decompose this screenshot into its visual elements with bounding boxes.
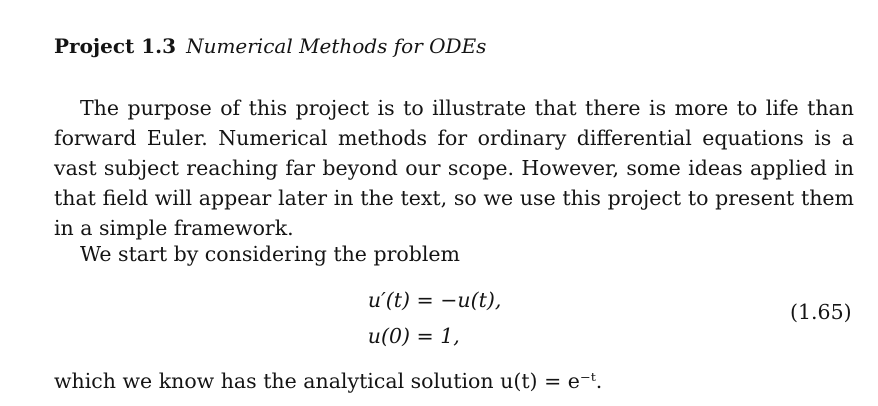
equation-1-rhs: = −u(t),	[416, 288, 502, 312]
equation-2-rhs: = 1,	[416, 324, 460, 348]
project-title: Numerical Methods for ODEs	[186, 34, 487, 58]
equation-line-1	[330, 282, 501, 318]
problem-intro-paragraph: We start by considering the problem	[80, 242, 460, 266]
equation-line-2	[330, 318, 501, 354]
project-label: Project 1.3	[54, 34, 177, 58]
equation-number: (1.65)	[790, 300, 852, 324]
equation-2-lhs: u(0)	[367, 324, 410, 348]
project-heading	[54, 34, 486, 58]
equation-block	[330, 282, 501, 354]
equation-1-lhs: u′(t)	[367, 288, 410, 312]
solution-paragraph: which we know has the analytical solution u(t) = e⁻ᵗ.	[54, 369, 603, 393]
intro-paragraph: The purpose of this project is to illustrate that there is more to life than forward Euler. Numerical methods for ordinary differential equations is a vast subject reaching far beyond our scope. However, some ideas applied in that field will appear later in the text, so we use this project to present them in a simple framework.	[54, 96, 854, 240]
